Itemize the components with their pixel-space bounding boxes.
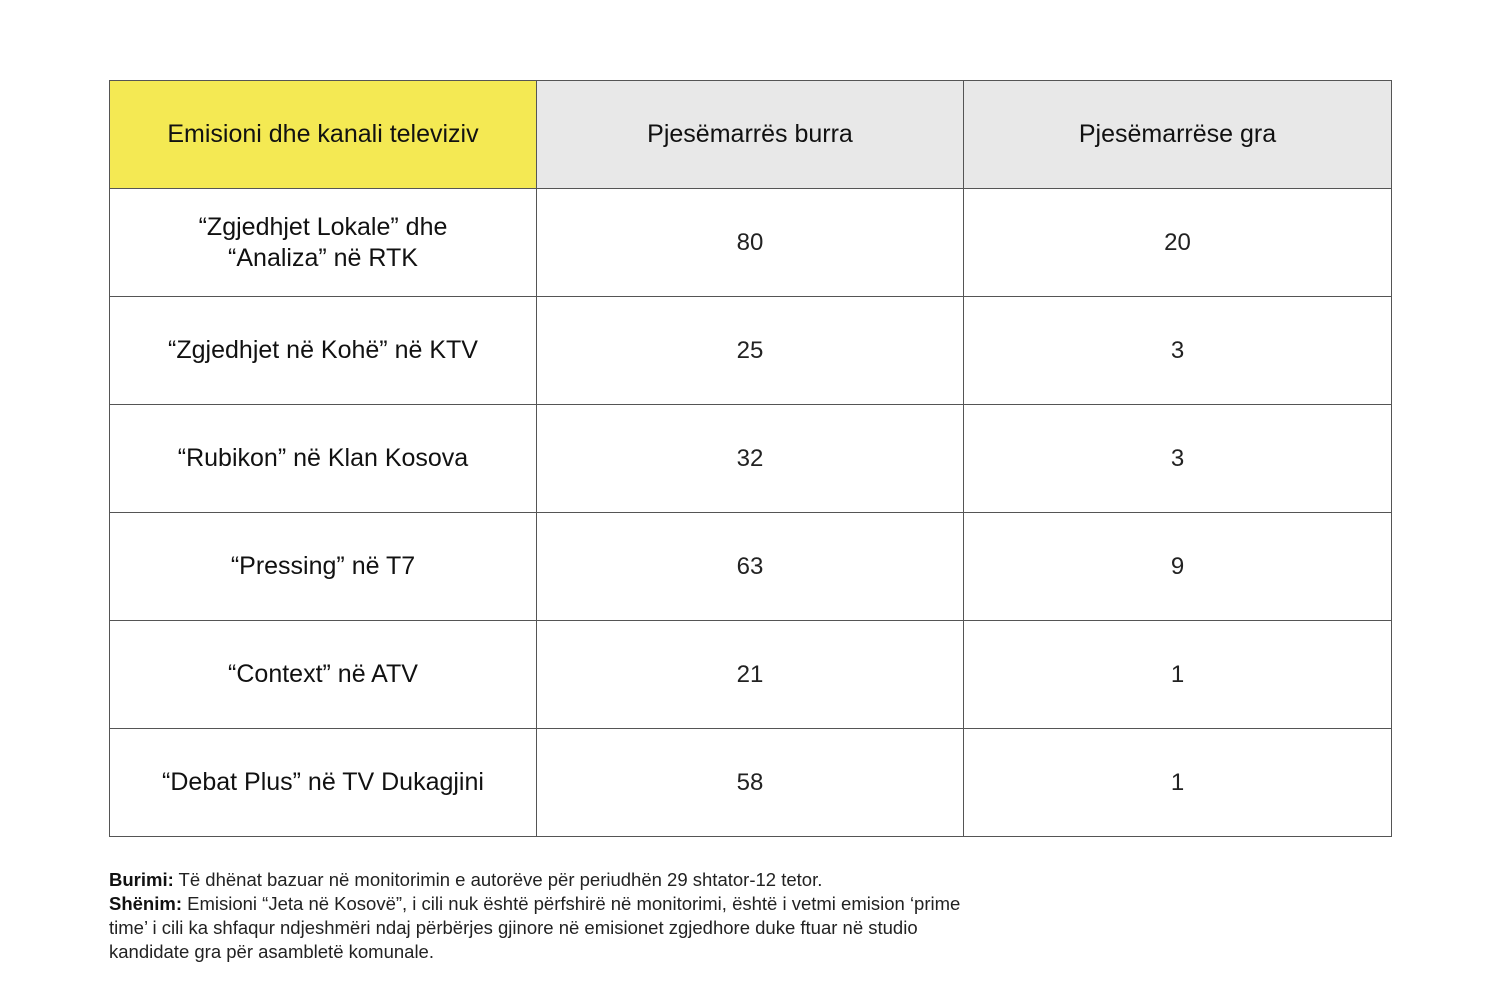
women-count-cell: 3 [964, 297, 1392, 405]
table-row [110, 297, 1392, 405]
men-count-cell: 63 [537, 513, 964, 621]
show-cell: “Zgjedhjet në Kohë” në KTV [110, 297, 537, 405]
women-count-cell: 1 [964, 621, 1392, 729]
table-body [110, 189, 1392, 837]
table-row [110, 729, 1392, 837]
column-header-women: Pjesëmarrëse gra [964, 81, 1392, 189]
women-count-cell: 20 [964, 189, 1392, 297]
source-note [109, 868, 989, 892]
table-row [110, 189, 1392, 297]
show-cell: “Pressing” në T7 [110, 513, 537, 621]
women-count-cell: 1 [964, 729, 1392, 837]
column-header-men: Pjesëmarrës burra [537, 81, 964, 189]
source-text: Të dhënat bazuar në monitorimin e autorëve për periudhën 29 shtator-12 tetor. [173, 869, 823, 890]
column-header-show: Emisioni dhe kanali televiziv [110, 81, 537, 189]
remark-note [109, 892, 989, 964]
men-count-cell: 21 [537, 621, 964, 729]
source-label: Burimi: [109, 869, 174, 890]
show-cell: “Debat Plus” në TV Dukagjini [110, 729, 537, 837]
note-label: Shënim: [109, 893, 182, 914]
men-count-cell: 32 [537, 405, 964, 513]
men-count-cell: 58 [537, 729, 964, 837]
show-cell: “Context” në ATV [110, 621, 537, 729]
men-count-cell: 25 [537, 297, 964, 405]
show-cell: “Zgjedhjet Lokale” dhe “Analiza” në RTK [110, 189, 537, 297]
participants-table [109, 80, 1392, 837]
show-cell: “Rubikon” në Klan Kosova [110, 405, 537, 513]
note-text: Emisioni “Jeta në Kosovë”, i cili nuk është përfshirë në monitorimi, është i vetmi emision ‘prime time’ i cili ka shfaqur ndjeshmëri ndaj përbërjes gjinore në emisionet zgjedhore duke ftuar në studio kandidate gra për asambletë komunale. [109, 893, 961, 962]
men-count-cell: 80 [537, 189, 964, 297]
table-row [110, 621, 1392, 729]
table-container [109, 80, 1391, 837]
table-row [110, 405, 1392, 513]
table-notes [109, 868, 989, 964]
women-count-cell: 3 [964, 405, 1392, 513]
women-count-cell: 9 [964, 513, 1392, 621]
table-row [110, 513, 1392, 621]
header-row [110, 81, 1392, 189]
